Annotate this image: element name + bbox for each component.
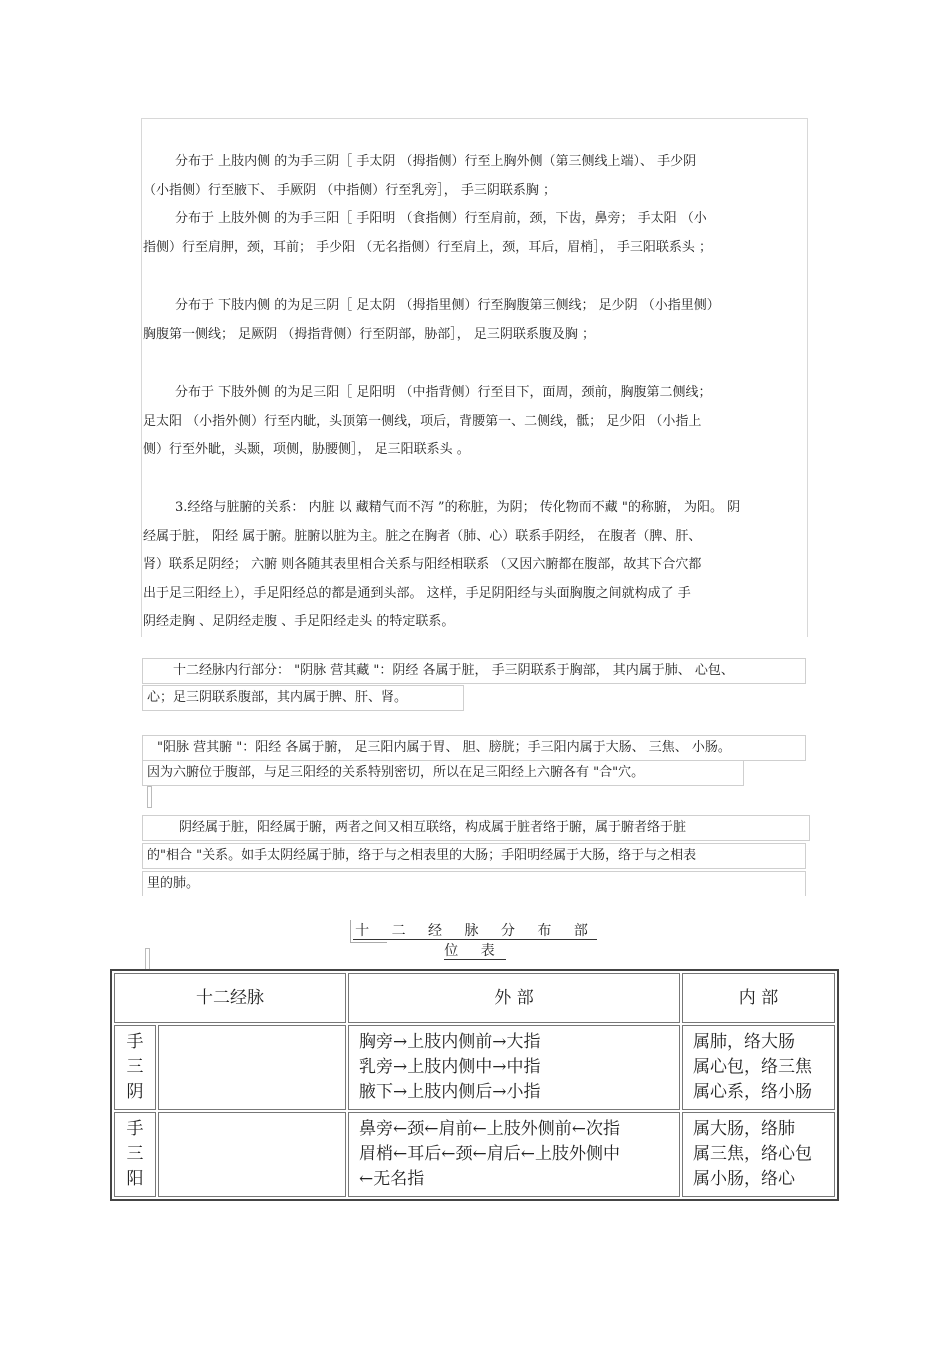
- caption-marker: [350, 920, 387, 943]
- inner-line: 属大肠，络肺: [693, 1119, 795, 1139]
- paragraph-foot-yin: [143, 292, 805, 349]
- inner-line: 属心系，络小肠: [693, 1082, 812, 1102]
- text-line: （小指侧）行至腋下、 手厥阴 （中指侧）行至乳旁］， 手三阴联系胸 ；: [143, 182, 557, 198]
- table-caption: [350, 920, 600, 960]
- box-line: 心；足三阴联系腹部，其内属于脾、肝、肾。: [142, 685, 464, 711]
- group-cell: [114, 1112, 156, 1197]
- text-line: 3.经络与脏腑的关系： 内脏 以 藏精气而不泻 ”的称脏，为阴； 传化物而不藏 "的称腑， 为阳。 阴: [175, 500, 741, 515]
- table-header-row: [114, 973, 835, 1023]
- meridian-table: [110, 969, 839, 1201]
- outer-line: 胸旁→上肢内侧前→大指: [359, 1032, 541, 1052]
- outer-line: 鼻旁←颈←肩前←上肢外侧前←次指: [359, 1119, 620, 1139]
- text-line: 肾）联系足阴经； 六腑 则各随其表里相合关系与阳经相联系 （又因六腑都在腹部，故其下合穴都: [143, 557, 702, 572]
- text-line: 指侧）行至肩胛，颈，耳前； 手少阳 （无名指侧）行至肩上，颈，耳后，眉梢］， 手三阳联系头 ；: [143, 239, 713, 255]
- text-line: 分布于 下肢外侧 的为足三阳［ 足阳明 （中指背侧）行至目下，面周，颈前，胸腹第二侧线；: [175, 385, 712, 400]
- table-row: [114, 1112, 835, 1197]
- inner-line: 属三焦，络心包: [693, 1144, 812, 1164]
- text-line: 足太阳 （小指外侧）行至内眦，头顶第一侧线，项后，背腰第一、二侧线，骶； 足少阳 （小指上: [143, 413, 702, 429]
- text-line: 胸腹第一侧线； 足厥阴 （拇指背侧）行至阴部，胁部］， 足三阴联系腹及胸 ；: [143, 326, 596, 342]
- text-cursor-marker: [147, 786, 152, 808]
- inner-line: 属小肠，络心: [693, 1169, 795, 1189]
- text-cursor-marker: [145, 948, 150, 970]
- header-outer: 外 部: [348, 973, 680, 1023]
- text-line: 分布于 上肢外侧 的为手三阳［ 手阳明 （食指侧）行至肩前，颈，下齿，鼻旁； 手太阳 （小: [175, 211, 707, 226]
- group-char: 手: [126, 1119, 144, 1139]
- outer-line: ←无名指: [359, 1169, 425, 1189]
- outer-cell: [348, 1025, 680, 1110]
- text-line: 侧）行至外眦，头颞，项侧，胁腰侧］， 足三阳联系头 。: [143, 442, 470, 457]
- group-char: 三: [126, 1057, 144, 1077]
- name-cell: [158, 1025, 346, 1110]
- inner-cell: [682, 1025, 835, 1110]
- outer-cell: [348, 1112, 680, 1197]
- name-cell: [158, 1112, 346, 1197]
- box-line: 十二经脉内行部分： "阴脉 营其藏 "：阴经 各属于脏， 手三阴联系于胸部， 其内属于肺、 心包、: [142, 658, 806, 684]
- text-line: 分布于 下肢内侧 的为足三阴［ 足太阴 （拇指里侧）行至胸腹第三侧线； 足少阴 （小指里侧）: [175, 298, 720, 313]
- paragraph-meridian-organ: [143, 494, 805, 637]
- text-line: 出于足三阳经上），手足阳经总的都是通到头部。 这样，手足阴阳经与头面胸腹之间就构成了 手: [143, 585, 691, 601]
- group-char: 阴: [126, 1082, 144, 1102]
- box-line: 因为六腑位于腹部，与足三阳经的关系特别密切，所以在足三阳经上六腑各有 "合"穴。: [142, 760, 744, 786]
- paragraph-hand-yin: [143, 148, 805, 205]
- box-line: 里的肺。: [142, 871, 806, 896]
- caption-text: 十 二 经 脉 分 布 部 位 表: [355, 923, 597, 959]
- text-line: 阴经走胸 、足阴经走腹 、手足阳经走头 的特定联系。: [143, 614, 455, 629]
- outer-line: 腋下→上肢内侧后→小指: [359, 1082, 541, 1102]
- paragraph-hand-yang: [143, 205, 805, 262]
- text-line: 经属于脏， 阳经 属于腑。脏腑以脏为主。脏之在胸者（肺、心）联系手阴经， 在腹者（脾、肝、: [143, 528, 702, 544]
- inner-line: 属心包，络三焦: [693, 1057, 812, 1077]
- group-char: 三: [126, 1144, 144, 1164]
- text-line: 分布于 上肢内侧 的为手三阴［ 手太阴 （拇指侧）行至上胸外侧（第三侧线上端）、 手少阴: [175, 154, 697, 169]
- outer-line: 眉梢←耳后←颈←肩后←上肢外侧中: [359, 1144, 620, 1164]
- box-line: 的"相合 "关系。如手太阴经属于肺，络于与之相表里的大肠；手阳明经属于大肠，络于与之相表: [142, 843, 806, 869]
- outer-line: 乳旁→上肢内侧中→中指: [359, 1057, 541, 1077]
- inner-line: 属肺，络大肠: [693, 1032, 795, 1052]
- inner-cell: [682, 1112, 835, 1197]
- header-inner: 内 部: [682, 973, 835, 1023]
- paragraph-foot-yang: [143, 379, 805, 465]
- group-char: 手: [126, 1032, 144, 1052]
- group-cell: [114, 1025, 156, 1110]
- box-line: "阳脉 营其腑 "：阳经 各属于腑， 足三阳内属于胃、 胆、膀胱；手三阳内属于大肠、 三焦、 小肠。: [142, 735, 806, 761]
- table-row: [114, 1025, 835, 1110]
- group-char: 阳: [126, 1169, 144, 1189]
- header-meridians: 十二经脉: [114, 973, 346, 1023]
- box-line: 阴经属于脏，阳经属于腑，两者之间又相互联络，构成属于脏者络于腑，属于腑者络于脏: [142, 815, 810, 841]
